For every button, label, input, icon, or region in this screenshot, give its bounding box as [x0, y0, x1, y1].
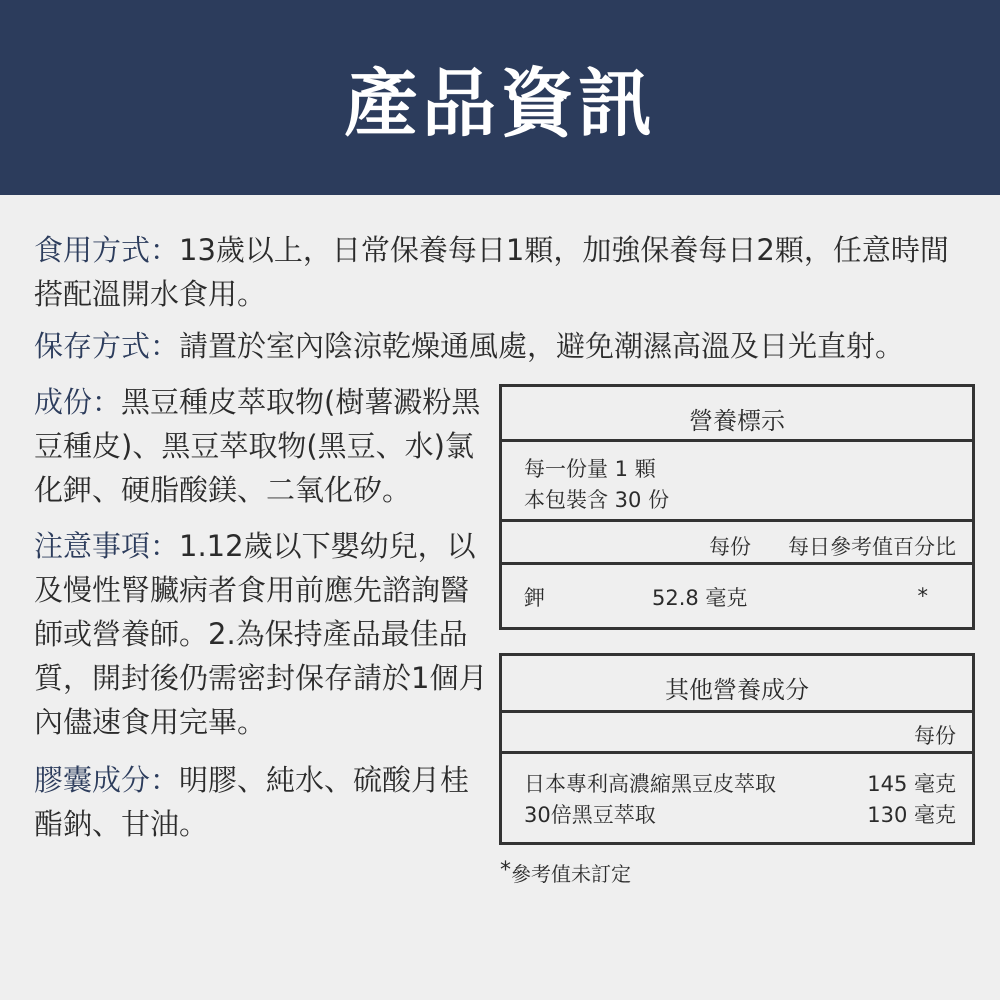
storage-text: 請置於室內陰涼乾燥通風處，避免潮濕高溫及日光直射。 [179, 329, 905, 363]
other-row-name: 30倍黑豆萃取 [524, 803, 656, 827]
storage-paragraph [34, 324, 994, 368]
header-banner [0, 0, 1000, 195]
divider [502, 562, 972, 565]
usage-label: 食用方式： [34, 233, 180, 267]
page-title: 產品資訊 [344, 60, 656, 147]
divider [502, 751, 972, 754]
footnote-asterisk: * [500, 858, 511, 883]
footnote-text: 參考值未訂定 [511, 862, 631, 886]
notes-text: 1.12歲以下嬰幼兒，以及慢性腎臟病者食用前應先諮詢醫師或營養師。2.為保持產品最佳品質，開封後仍需密封保存請於1個月內儘速食用完畢。 [34, 529, 488, 739]
ingredients-text: 黑豆種皮萃取物(樹薯澱粉黑豆種皮)、黑豆萃取物(黑豆、水)氯化鉀、硬脂酸鎂、二氧化矽。 [34, 385, 481, 507]
servings-per-pack: 本包裝含 30 份 [524, 488, 670, 512]
nutrition-table-title: 營養標示 [689, 407, 785, 435]
other-row-amount: 145 毫克 [867, 772, 956, 796]
other-table-title: 其他營養成分 [665, 676, 809, 704]
nutrient-name: 鉀 [524, 586, 545, 610]
other-row-name: 日本專利高濃縮黑豆皮萃取 [524, 772, 776, 796]
capsule-text: 明膠、純水、硫酸月桂酯鈉、甘油。 [34, 763, 470, 841]
other-col-per-serving: 每份 [914, 724, 956, 748]
usage-text: 13歲以上，日常保養每日1顆，加強保養每日2顆，任意時間搭配溫開水食用。 [34, 233, 949, 311]
divider [502, 710, 972, 713]
usage-paragraph [34, 228, 974, 316]
nutrition-table [499, 384, 975, 630]
ingredients-paragraph [34, 380, 494, 512]
divider [502, 519, 972, 522]
divider [502, 439, 972, 442]
other-row-amount: 130 毫克 [867, 803, 956, 827]
other-nutrients-table [499, 653, 975, 845]
nutrient-amount: 52.8 毫克 [652, 586, 748, 610]
serving-size: 每一份量 1 顆 [524, 457, 656, 481]
capsule-paragraph [34, 758, 494, 846]
nutrient-daily-value: * [917, 584, 928, 608]
storage-label: 保存方式： [34, 329, 180, 363]
footnote [500, 858, 631, 887]
col-daily-value: 每日參考值百分比 [788, 535, 956, 559]
col-per-serving: 每份 [709, 535, 751, 559]
notes-label: 注意事項： [34, 529, 180, 563]
notes-paragraph [34, 524, 494, 744]
ingredients-label: 成份： [34, 385, 122, 419]
capsule-label: 膠囊成分： [34, 763, 180, 797]
